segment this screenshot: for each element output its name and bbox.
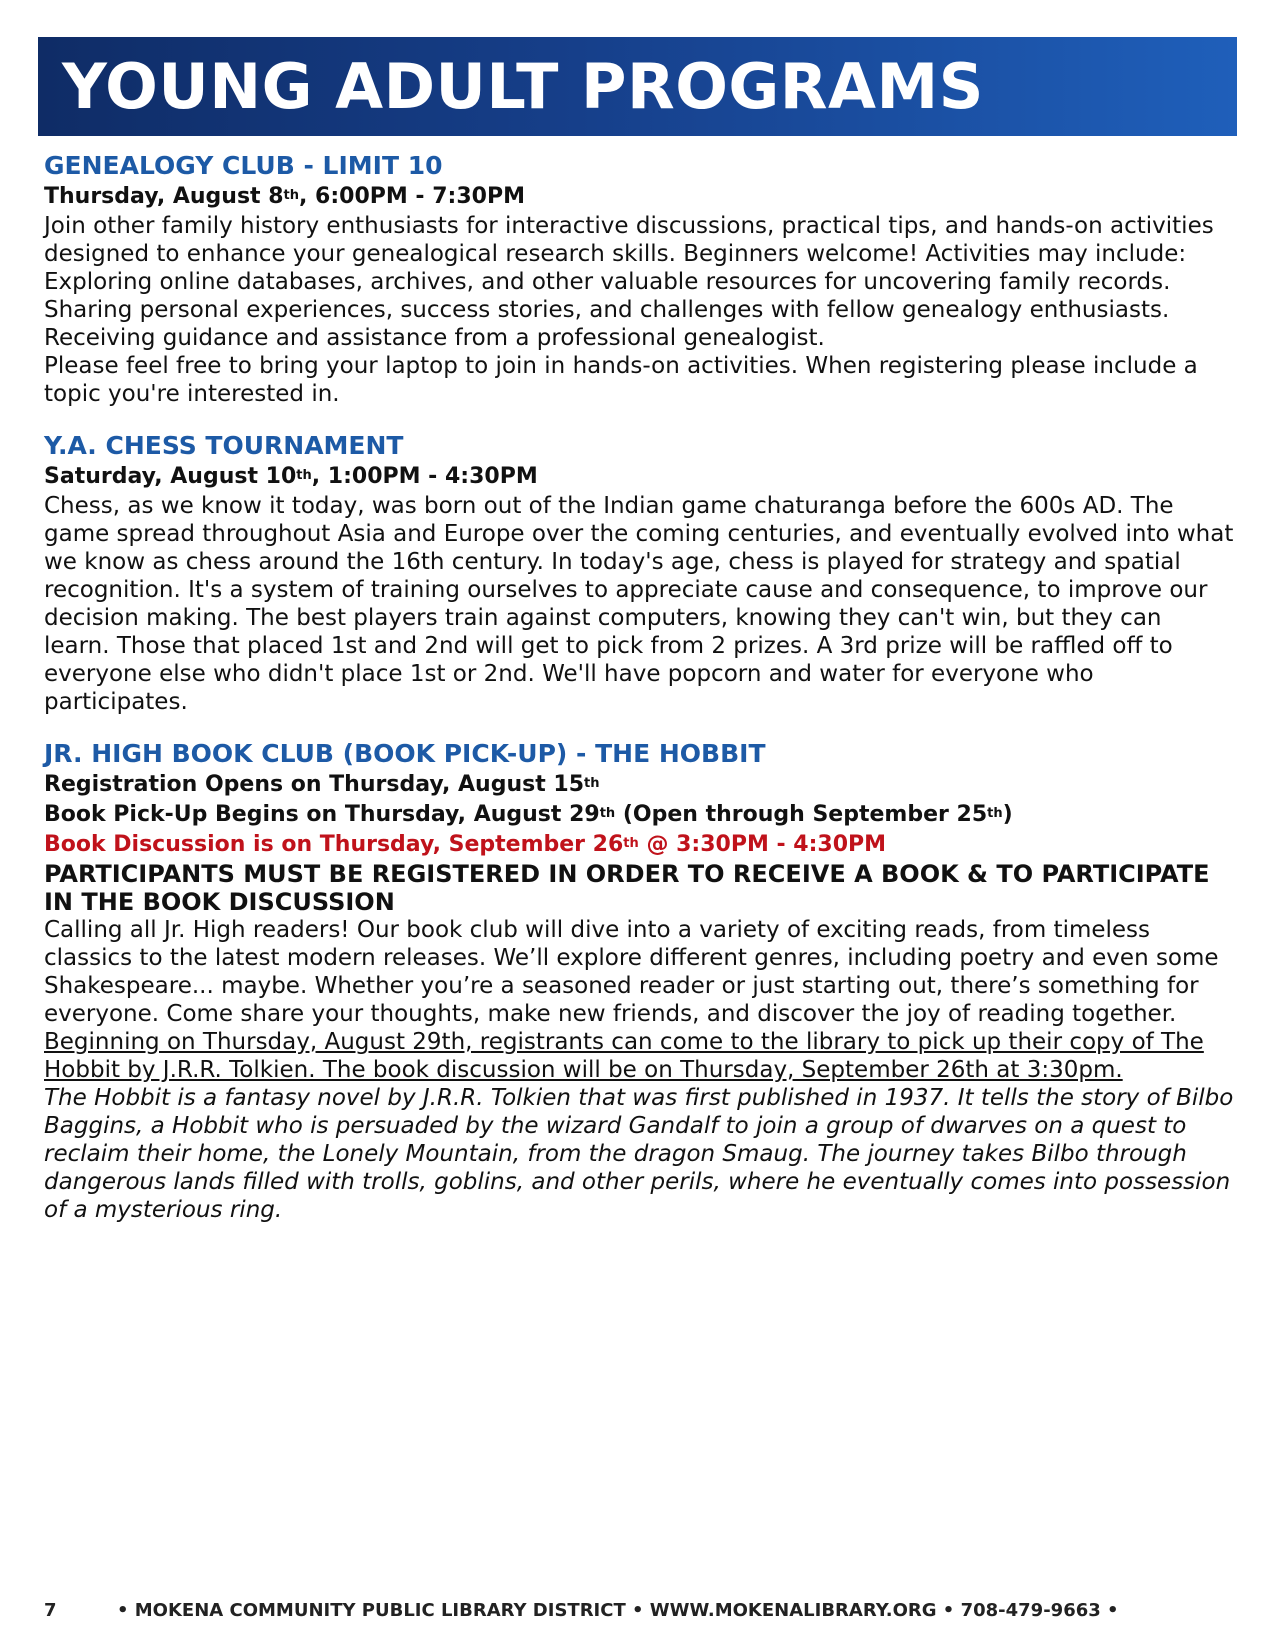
pickup-open-suffix: th	[987, 806, 1003, 821]
page-number: 7	[44, 1600, 57, 1621]
chess-date	[44, 462, 1234, 492]
chess-date-time: , 1:00PM - 4:30PM	[311, 464, 538, 489]
bookclub-registration	[44, 770, 1234, 800]
registration-suffix: th	[584, 776, 600, 791]
bookclub-pickup-info: Beginning on Thursday, August 29th, registrants can come to the library to pick up their copy of The Hobbit by J.R.R. Tolkien. The book discussion will be on Thursday, September 26th at 3:30pm.	[44, 1029, 1204, 1083]
page-content	[44, 150, 1234, 1246]
hobbit-summary: The Hobbit is a fantasy novel by J.R.R. Tolkien that was first published in 1937. It tells the story of Bilbo Baggins, a Hobbit who is persuaded by the wizard Gandalf to join a group of dwarves on a quest to reclaim their home, the Lonely Mountain, from the dragon Smaug. The journey takes Bilbo through dangerous lands filled with trolls, goblins, and other perils, where he eventually comes into possession of a mysterious ring.	[44, 1085, 1234, 1223]
discussion-time: @ 3:30PM - 4:30PM	[638, 832, 887, 857]
genealogy-section	[44, 150, 1234, 408]
bookclub-pickup	[44, 800, 1234, 830]
genealogy-title: GENEALOGY CLUB - LIMIT 10	[44, 151, 443, 180]
genealogy-note: Please feel free to bring your laptop to join in hands-on activities. When registering please include a topic you're interested in.	[44, 353, 1198, 407]
discussion-suffix: th	[623, 836, 639, 851]
genealogy-date-time: , 6:00PM - 7:30PM	[299, 184, 525, 209]
pickup-suffix: th	[599, 806, 616, 821]
registration-text: Registration Opens on Thursday, August 15	[44, 772, 584, 797]
genealogy-description: Join other family history enthusiasts for interactive discussions, practical tips, and hands-on activities designed to enhance your genealogical research skills. Beginners welcome! Activities may include: Exploring online databases, archives, and other valuable resources for uncovering family records. Sharing personal experiences, success stories, and challenges with fellow genealogy enthusiasts. Receiving guidance and assistance from a professional genealogist.	[44, 213, 1214, 351]
pickup-open-through: (Open through September 25	[615, 802, 988, 827]
discussion-text: Book Discussion is on Thursday, September 26	[44, 832, 624, 857]
chess-title: Y.A. CHESS TOURNAMENT	[44, 431, 404, 460]
genealogy-date-text: Thursday, August 8	[44, 184, 284, 209]
genealogy-date	[44, 182, 1234, 212]
bookclub-section	[44, 738, 1234, 1224]
page-title: YOUNG ADULT PROGRAMS	[62, 50, 984, 123]
genealogy-date-suffix: th	[283, 188, 300, 203]
chess-date-suffix: th	[296, 468, 312, 483]
bookclub-discussion	[44, 830, 1234, 860]
chess-section	[44, 430, 1234, 716]
registration-notice: PARTICIPANTS MUST BE REGISTERED IN ORDER TO RECEIVE A BOOK & TO PARTICIPATE IN THE BOOK DISCUSSION	[44, 860, 1210, 916]
pickup-text: Book Pick-Up Begins on Thursday, August 29	[44, 802, 600, 827]
chess-date-text: Saturday, August 10	[44, 464, 297, 489]
pickup-close-paren: )	[1002, 802, 1013, 827]
page-banner	[38, 37, 1237, 136]
page-footer	[44, 1600, 1234, 1630]
bookclub-title: JR. HIGH BOOK CLUB (BOOK PICK-UP) - THE HOBBIT	[44, 739, 766, 768]
bookclub-description: Calling all Jr. High readers! Our book club will dive into a variety of exciting reads, from timeless classics to the latest modern releases. We’ll explore different genres, including poetry and even some Shakespeare... maybe. Whether you’re a seasoned reader or just starting out, there’s something for everyone. Come share your thoughts, make new friends, and discover the joy of reading together.	[44, 917, 1219, 1027]
chess-description: Chess, as we know it today, was born out of the Indian game chaturanga before the 600s AD. The game spread throughout Asia and Europe over the coming centuries, and eventually evolved into what we know as chess around the 16th century. In today's age, chess is played for strategy and spatial recognition. It's a system of training ourselves to appreciate cause and consequence, to improve our decision making. The best players train against computers, knowing they can't win, but they can learn. Those that placed 1st and 2nd will get to pick from 2 prizes. A 3rd prize will be raffled off to everyone else who didn't place 1st or 2nd. We'll have popcorn and water for everyone who participates.	[44, 493, 1234, 715]
footer-contact-line: • MOKENA COMMUNITY PUBLIC LIBRARY DISTRICT • WWW.MOKENALIBRARY.ORG • 708-479-9663 •	[117, 1600, 1119, 1621]
